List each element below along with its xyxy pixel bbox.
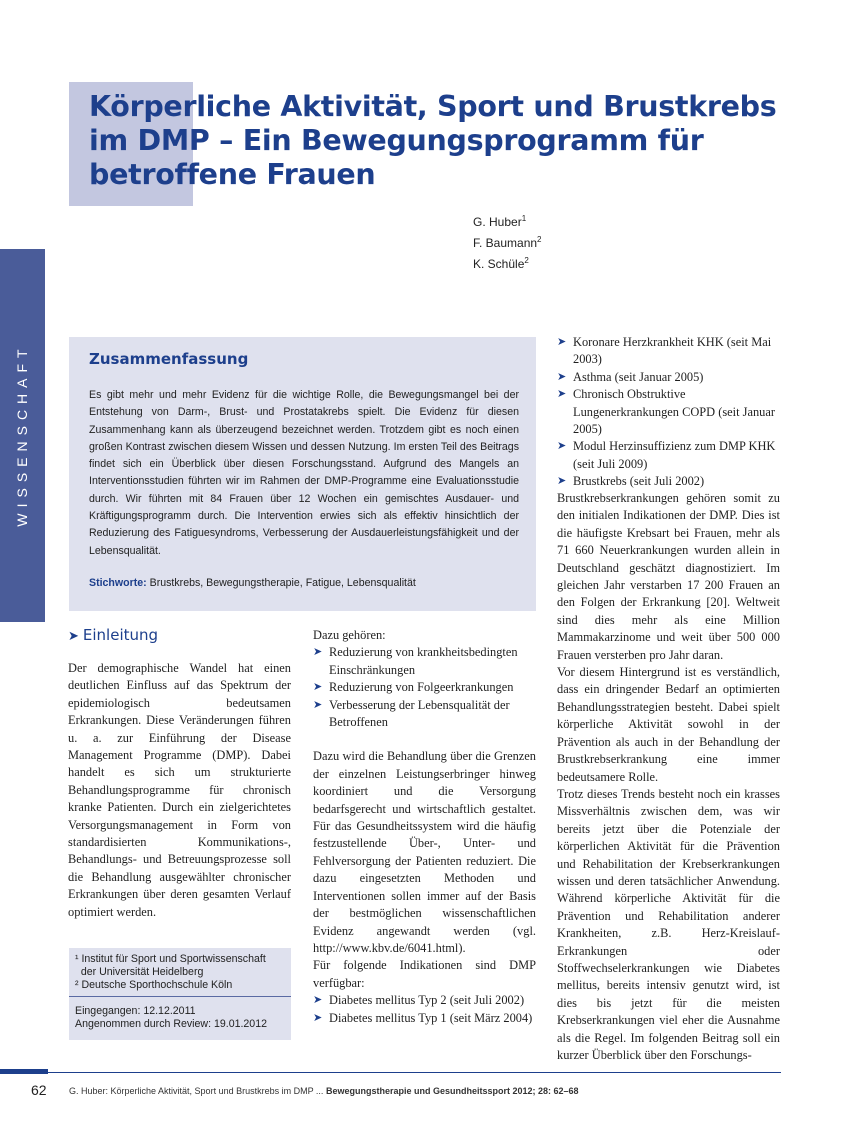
column-2	[313, 627, 536, 1027]
paragraph: Für folgende Indikationen sind DMP verfügbar:	[313, 958, 536, 990]
footer-citation: G. Huber: Körperliche Aktivität, Sport und Brustkrebs im DMP ... Bewegungstherapie und Gesundheitssport 2012; 28: 62–68	[69, 1086, 579, 1096]
list-item: ➤ Chronisch Obstruktive Lungenerkrankungen COPD (seit Januar 2005)	[557, 387, 775, 437]
list-item: ➤ Reduzierung von krankheitsbedingten Einschränkungen	[313, 645, 518, 677]
arrow-icon: ➤	[557, 440, 567, 453]
list-item: ➤ Brustkrebs (seit Juli 2002)	[557, 473, 780, 490]
footer-accent	[0, 1069, 48, 1074]
indication-list	[313, 992, 536, 1027]
list-item: ➤ Reduzierung von Folgeerkrankungen	[313, 679, 536, 696]
affiliation-lines: ¹ Institut für Sport und Sportwissenschaft der Universität Heidelberg ² Deutsche Sporthochschule Köln	[75, 953, 266, 991]
keywords-label: Stichworte:	[89, 577, 147, 589]
affiliation-box	[69, 948, 291, 1040]
einleitung-text: Der demographische Wandel hat einen deutlichen Einfluss auf das Spektrum der epidemiologisch bedeutsamen Erkrankungen. Diese Veränderungen führen u. a. zur Einführung der Disease Management Programme (DMP). Dabei handelt es sich um strukturierte Behandlungsprogramme für chronisch kranke Patienten. Durch ein zielgerichtetes Versorgungsmanagement in Form von standardisierten Kommunikations-, Behandlungs- und Betreuungsprozesse soll die Behandlung ausgewählter chronischer Erkrankungen über deren gesamten Verlauf optimiert werden.	[68, 661, 291, 919]
list-item: ➤ Modul Herzinsuffizienz zum DMP KHK (seit Juli 2009)	[557, 439, 776, 471]
author-list	[473, 210, 542, 273]
abstract-heading: Zusammenfassung	[89, 350, 249, 368]
arrow-icon: ➤	[68, 629, 79, 644]
author: F. Baumann$^2$	[473, 235, 542, 250]
arrow-icon: ➤	[313, 646, 323, 659]
column-1	[68, 660, 291, 938]
keywords-value: Brustkrebs, Bewegungstherapie, Fatigue, Lebensqualität	[149, 577, 416, 589]
goals-intro: Dazu gehören:	[313, 628, 386, 642]
goal-list	[313, 644, 536, 731]
arrow-icon: ➤	[557, 336, 567, 348]
arrow-icon: ➤	[557, 370, 567, 383]
arrow-icon: ➤	[557, 388, 567, 401]
list-item: ➤ Diabetes mellitus Typ 1 (seit März 2004)	[313, 1010, 536, 1027]
paragraph: Trotz dieses Trends besteht noch ein krasses Missverhältnis zwischen dem, was wir bereits jetzt über die Potenziale der körperlichen Aktivität für die Prävention und Rehabilitation der Krebserkrankungen wissen und deren tatsächlicher Anwendung. Während körperliche Aktivität für die Prävention und Rehabilitation anderer Krankheiten, z.B. Herz-Kreislauf-Erkrankungen oder Stoffwechselerkrankungen wie Diabetes mellitus, bereits intensiv genutzt wird, ist dies bis jetzt für die meisten Krebserkrankungen viel eher die Ausnahme als die Regel. Im folgenden Beitrag soll ein kurzer Überblick über den Forschungs-	[557, 786, 780, 1062]
einleitung-heading: ➤ Einleitung	[68, 626, 159, 644]
arrow-icon: ➤	[313, 681, 323, 694]
author: K. Schüle$^2$	[473, 256, 529, 271]
list-item: ➤ Asthma (seit Januar 2005)	[557, 369, 780, 386]
section-side-label: WISSENSCHAFT	[14, 343, 30, 527]
arrow-icon: ➤	[313, 698, 323, 711]
arrow-icon: ➤	[313, 994, 323, 1007]
page-number: 62	[31, 1082, 47, 1098]
footer-divider	[48, 1072, 781, 1073]
affiliation-divider	[69, 996, 291, 997]
submission-dates: Eingegangen: 12.12.2011 Angenommen durch Review: 19.01.2012	[75, 1005, 267, 1030]
arrow-icon: ➤	[557, 475, 567, 488]
list-item: ➤ Verbesserung der Lebensqualität der Betroffenen	[313, 697, 510, 730]
keywords	[89, 577, 416, 589]
list-item: ➤ Koronare Herzkrankheit KHK (seit Mai 2003)	[557, 335, 772, 367]
column-3	[557, 490, 780, 1064]
list-item: ➤ Diabetes mellitus Typ 2 (seit Juli 2002)	[313, 992, 536, 1009]
paragraph: Dazu wird die Behandlung über die Grenzen der einzelnen Leistungserbringer hinweg koordiniert und die Versorgung bedarfsgerecht und wirtschaftlich gestaltet. Für das Gesundheitssystem wird die häufig festzustellende Über-, Unter- und Fehlversorgung der Patienten reduziert. Die dazu eingesetzten Methoden und Interventionen sollen immer auf der Basis der bestmöglichen wissenschaftlichen Evidenz angewandt werden (vgl. http://www.kbv.de/6041.html).	[313, 749, 536, 955]
arrow-icon: ➤	[313, 1011, 323, 1024]
article-title: Körperliche Aktivität, Sport und Brustkrebs im DMP – Ein Bewegungsprogramm für betroffene Frauen	[89, 90, 777, 191]
paragraph: Brustkrebserkrankungen gehören somit zu den initialen Indikationen der DMP. Dies ist die häufigste Krebsart bei Frauen, mehr als 71 660 Neuerkrankungen wurden allein in Deutschland geschätzt diagnostiziert. Im gleichen Jahr verstarben 17 200 Frauen an den Folgen der Erkrankung [20]. Weltweit sind dies mehr als eine Million Mammakarzinome und weit über 500 000 Frauen versterben pro Jahr daran.	[557, 491, 780, 662]
paragraph: Vor diesem Hintergrund ist es verständlich, dass ein dringender Bedarf an optimierten Behandlungsstrategien besteht. Dabei spielt körperliche Aktivität sowohl in der Prävention als auch in der Behandlung der Brustkrebserkrankung eine immer bedeutsamere Rolle.	[557, 665, 780, 784]
indication-list-continued	[557, 334, 780, 491]
abstract-box	[69, 337, 536, 611]
author: G. Huber$^1$	[473, 214, 527, 229]
abstract-text: Es gibt mehr und mehr Evidenz für die wichtige Rolle, die Bewegungsmangel bei der Entstehung von Darm-, Brust- und Prostatakrebs spielt. Die Evidenz für diesen Zusammenhang kann als überzeugend bezeichnet werden. Trotzdem gibt es noch einen großen Kontrast zwischen diesem Wissen und dessen Nutzung. Im ersten Teil des Beitrags findet sich ein Überblick über diesen Forschungsstand. Aufgrund des Mangels an Interventionsstudien führten wir im Rahmen der DMP-Programme eine Evaluationsstudie durch. Wir führten mit 84 Frauen über 12 Wochen ein gemischtes Ausdauer- und Kräftigungsprogramm durch. Die Intervention erwies sich als effektiv hinsichtlich der Reduzierung des Fatiguesyndroms, Verbesserung der Ausdauerleistungsfähigkeit und der Lebensqualität.	[89, 389, 519, 557]
